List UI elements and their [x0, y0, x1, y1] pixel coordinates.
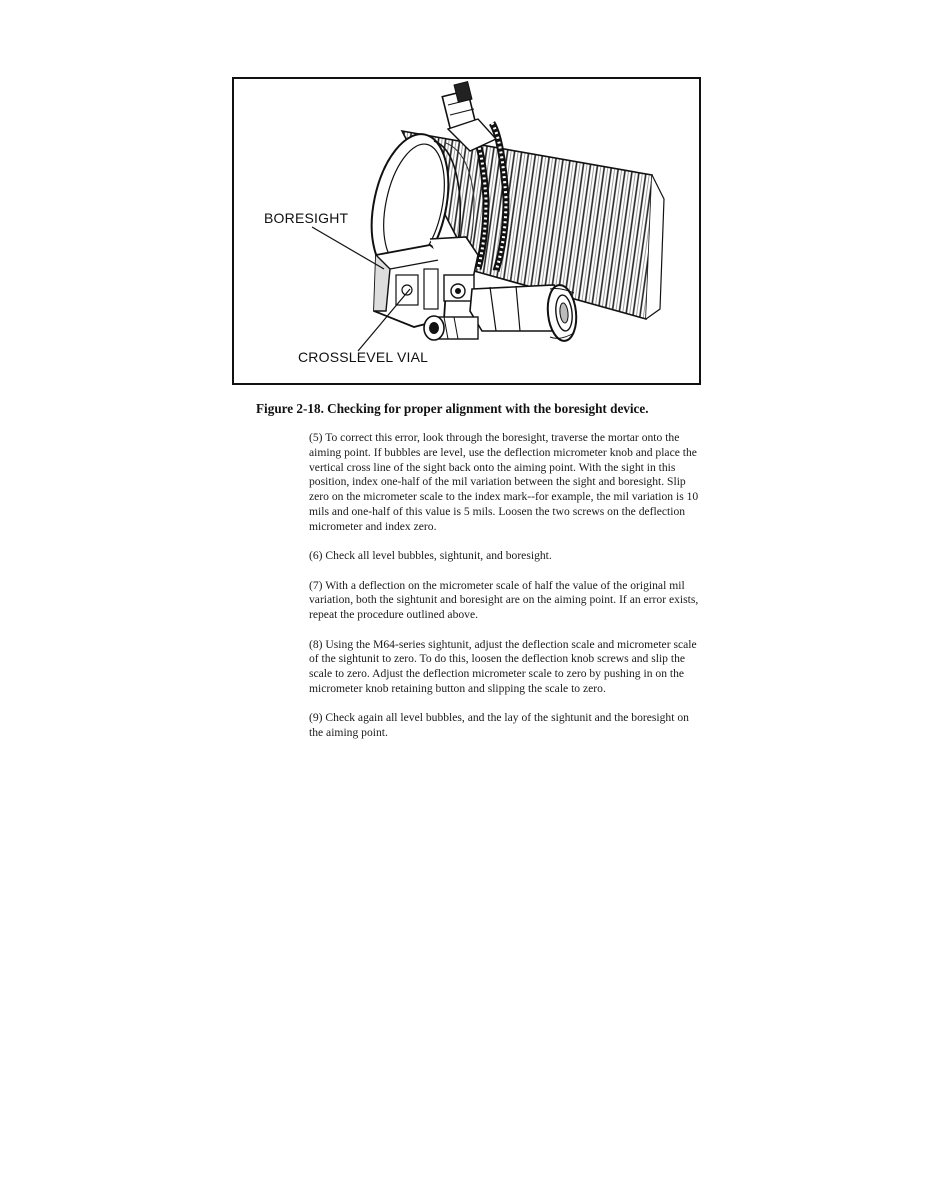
figure-caption: Figure 2-18. Checking for proper alignment with the boresight device.	[256, 401, 649, 416]
body-text	[309, 431, 701, 756]
paragraph-5: (5) To correct this error, look through the boresight, traverse the mortar onto the aiming point. If bubbles are level, use the deflection micrometer knob and place the vertical cross line of the sight back onto the aiming point. With the sight in this position, index one-half of the mil variation between the sight and boresight. Slip zero on the micrometer scale to the index mark--for example, the mil variation is 10 mils and one-half of this value is 5 mils. Loosen the two screws on the deflection micrometer and index zero.	[309, 431, 699, 533]
figure-frame	[232, 77, 701, 385]
paragraph-7: (7) With a deflection on the micrometer scale of half the value of the original mil variation, both the sightunit and boresight are on the aiming point. If an error exists, repeat the procedure outlined above.	[309, 578, 699, 622]
paragraph-8: (8) Using the M64-series sightunit, adjust the deflection scale and micrometer scale of the sightunit to zero. To do this, loosen the deflection knob screws and slip the scale to zero. Adjust the deflection micrometer scale to zero by pushing in on the micrometer knob retaining button and slipping the scale to zero.	[309, 637, 697, 695]
crosslevel-vial-label: CROSSLEVEL VIAL	[298, 349, 429, 365]
mortar-boresight-illustration	[234, 79, 699, 383]
paragraph-9: (9) Check again all level bubbles, and the lay of the sightunit and the boresight on the aiming point.	[309, 711, 689, 740]
paragraph-6: (6) Check all level bubbles, sightunit, and boresight.	[309, 549, 552, 563]
boresight-label: BORESIGHT	[264, 210, 349, 226]
